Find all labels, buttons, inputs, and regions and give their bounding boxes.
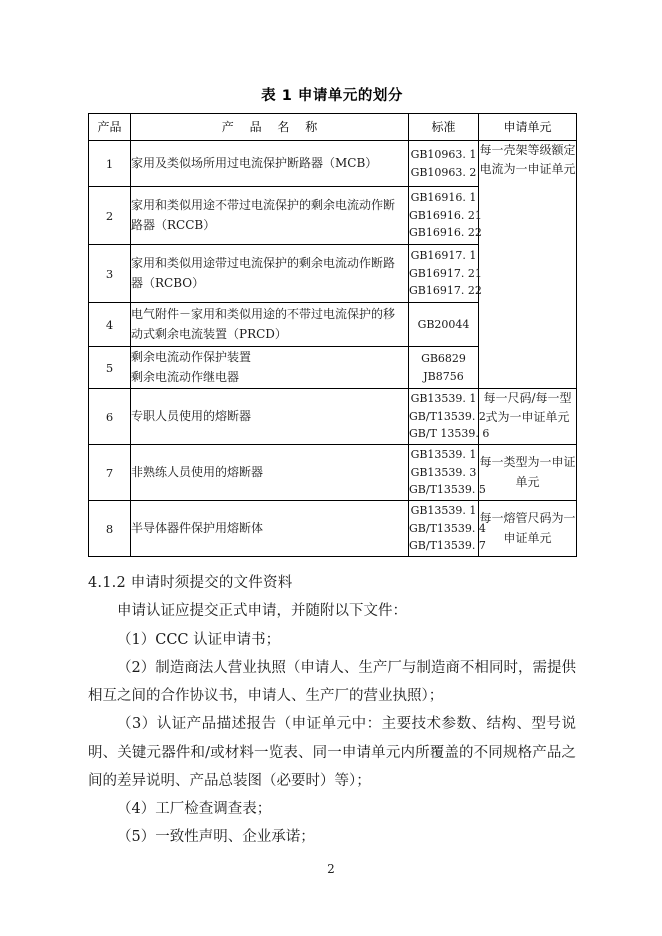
name-line: 家用和类似用途带过电流保护的剩余电流动作断路 [131, 256, 396, 271]
cell-application-unit: 每一壳架等级额定电流为一申证单元 [479, 141, 577, 389]
standard-line: GB6829 [421, 351, 466, 365]
cell-application-unit: 每一尺码/每一型式为一申证单元 [479, 389, 577, 445]
cell-product-no: 7 [89, 445, 131, 501]
cell-product-no: 8 [89, 501, 131, 557]
cell-product-name [131, 303, 409, 347]
cell-product-no: 5 [89, 347, 131, 389]
cell-standard [409, 141, 479, 187]
standard-line: GB10963. 1 [410, 147, 477, 161]
standard-line: GB16917. 21 [409, 266, 482, 280]
name-line: 剩余电流动作继电器 [131, 369, 240, 384]
standard-line: GB16917. 22 [409, 284, 482, 298]
standard-line: GB20044 [417, 317, 470, 331]
cell-standard [409, 187, 482, 245]
name-line: 专职人员使用的熔断器 [131, 408, 252, 423]
standard-line: GB13539. 1 [410, 448, 477, 462]
standard-line: JB8756 [423, 369, 464, 383]
list-item: （1）CCC 认证申请书； [117, 631, 281, 648]
table-row [89, 445, 577, 501]
standard-line: GB/T13539. 7 [409, 539, 486, 553]
column-header-standard: 标准 [409, 114, 479, 141]
cell-product-name [131, 245, 409, 303]
list-item: （4）工厂检查调查表； [117, 801, 272, 818]
cell-product-name [131, 501, 409, 557]
cell-standard [409, 445, 486, 501]
body-text [88, 569, 576, 852]
name-line: 电气附件－家用和类似用途的不带过电流保护的移 [131, 307, 396, 322]
table-row [89, 141, 577, 187]
page-content [88, 84, 576, 852]
cell-standard [409, 245, 482, 303]
name-line: 动式剩余电流装置（PRCD） [131, 326, 287, 341]
name-line: 家用及类似场所用过电流保护断路器（MCB） [131, 155, 378, 170]
cell-product-name [131, 445, 409, 501]
table-header-row [89, 114, 577, 141]
standard-line: GB13539. 3 [410, 465, 477, 479]
cell-application-unit: 每一类型为一申证单元 [479, 445, 577, 501]
standard-line: GB13539. 1 [410, 504, 477, 518]
name-line: 家用和类似用途不带过电流保护的剩余电流动作断 [131, 198, 396, 213]
column-header-application-unit: 申请单元 [479, 114, 577, 141]
standard-line: GB13539. 1 [410, 392, 477, 406]
standard-line: GB16916. 21 [409, 208, 482, 222]
standard-line: GB/T13539. 5 [409, 483, 486, 497]
cell-product-name [131, 347, 409, 389]
name-line: 剩余电流动作保护装置 [131, 350, 252, 365]
list-item: （2）制造商法人营业执照（申请人、生产厂与制造商不相同时，需提供相互之间的合作协议书，申请人、生产厂的营业执照）； [88, 659, 576, 705]
name-line: 路器（RCCB） [131, 217, 216, 232]
cell-standard [409, 389, 490, 445]
application-unit-table [88, 113, 577, 557]
cell-product-no: 3 [89, 245, 131, 303]
intro-paragraph: 申请认证应提交正式申请，并随附以下文件： [117, 603, 407, 620]
cell-product-no: 1 [89, 141, 131, 187]
list-item: （5）一致性声明、企业承诺； [117, 829, 315, 846]
standard-line: GB16916. 1 [410, 191, 477, 205]
cell-product-name [131, 141, 409, 187]
cell-product-no: 6 [89, 389, 131, 445]
cell-product-no: 4 [89, 303, 131, 347]
name-line: 器（RCBO） [131, 275, 205, 290]
cell-application-unit: 每一熔管尺码为一申证单元 [479, 501, 577, 557]
cell-standard [409, 347, 479, 389]
column-header-product-name: 产 品 名 称 [131, 114, 409, 141]
cell-standard [409, 303, 479, 347]
list-item: （3）认证产品描述报告（申证单元中：主要技术参数、结构、型号说明、关键元器件和/或材料一览表、同一申请单元内所覆盖的不同规格产品之间的差异说明、产品总装图（必要时）等）； [88, 716, 576, 789]
name-line: 非熟练人员使用的熔断器 [131, 464, 264, 479]
standard-line: GB16917. 1 [410, 249, 477, 263]
column-header-product-no: 产品 [89, 114, 131, 141]
table-row [89, 501, 577, 557]
standard-line: GB10963. 2 [410, 165, 477, 179]
cell-product-name [131, 187, 409, 245]
table-title: 表 1 申请单元的划分 [261, 88, 403, 104]
page-number: 2 [327, 862, 335, 876]
cell-product-no: 2 [89, 187, 131, 245]
standard-line: GB/T13539. 2 [409, 409, 486, 423]
table-row [89, 389, 577, 445]
cell-product-name [131, 389, 409, 445]
standard-line: GB/T 13539. 6 [409, 427, 490, 441]
name-line: 半导体器件保护用熔断体 [131, 520, 264, 535]
standard-line: GB16916. 22 [409, 226, 482, 240]
standard-line: GB/T13539. 4 [409, 521, 486, 535]
section-heading: 4.1.2 申请时须提交的文件资料 [88, 575, 293, 591]
cell-standard [409, 501, 486, 557]
